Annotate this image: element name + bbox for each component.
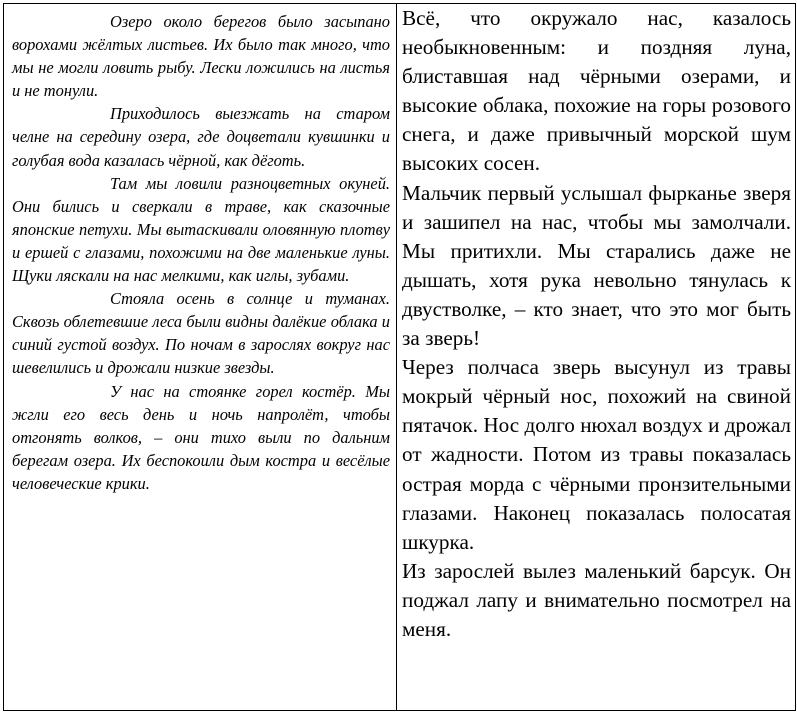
- table-row: [4, 4, 796, 711]
- right-paragraph-1: Всё, что окружало нас, казалось необыкновенным: и поздняя луна, блиставшая над чёрными озерами, и высокие облака, похожие на горы розового снега, и даже привычный морской шум высоких сосен.: [402, 6, 791, 176]
- right-column-cell: [397, 4, 796, 711]
- right-paragraph-3: Через полчаса зверь высунул из травы мокрый чёрный нос, похожий на свиной пятачок. Нос долго нюхал воздух и дрожал от жадности. Потом из травы показалась острая морда с чёрными пронзительными глазами. Наконец показалась полосатая шкурка.: [402, 355, 791, 554]
- left-paragraph-4: Стояла осень в солнце и туманах. Сквозь облетевшие леса были видны далёкие облака и синий густой воздух. По ночам в зарослях вокруг нас шевелились и дрожали низкие звезды.: [12, 289, 390, 378]
- left-paragraph-3: Там мы ловили разноцветных окуней. Они бились и сверкали в траве, как сказочные японские петухи. Мы вытаскивали оловянную плотву и ершей с глазами, похожими на две маленькие луны. Щуки ляскали на нас мелкими, как иглы, зубами.: [12, 173, 390, 286]
- two-column-text-table: [3, 3, 796, 711]
- left-paragraph-2: Приходилось выезжать на старом челне на середину озера, где доцветали кувшинки и голубая вода казалась чёрной, как дёготь.: [12, 104, 390, 170]
- right-paragraph-4: Из зарослей вылез маленький барсук. Он поджал лапу и внимательно посмотрел на меня.: [402, 558, 791, 641]
- right-paragraph-2: Мальчик первый услышал фырканье зверя и зашипел на нас, чтобы мы замолчали. Мы притихли. Мы старались даже не дышать, хотя рука невольно тянулась к двустволке, – кто знает, что это мог быть за зверь!: [402, 180, 791, 351]
- left-paragraph-1: Озеро около берегов было засыпано ворохами жёлтых листьев. Их было так много, что мы не могли ловить рыбу. Лески ложились на листья и не тонули.: [12, 12, 390, 101]
- left-paragraph-5: У нас на стоянке горел костёр. Мы жгли его весь день и ночь напролёт, чтобы отгонять волков, – они тихо выли по дальним берегам озера. Их беспокоили дым костра и весёлые человеческие крики.: [12, 381, 390, 493]
- left-column-cell: [4, 4, 397, 711]
